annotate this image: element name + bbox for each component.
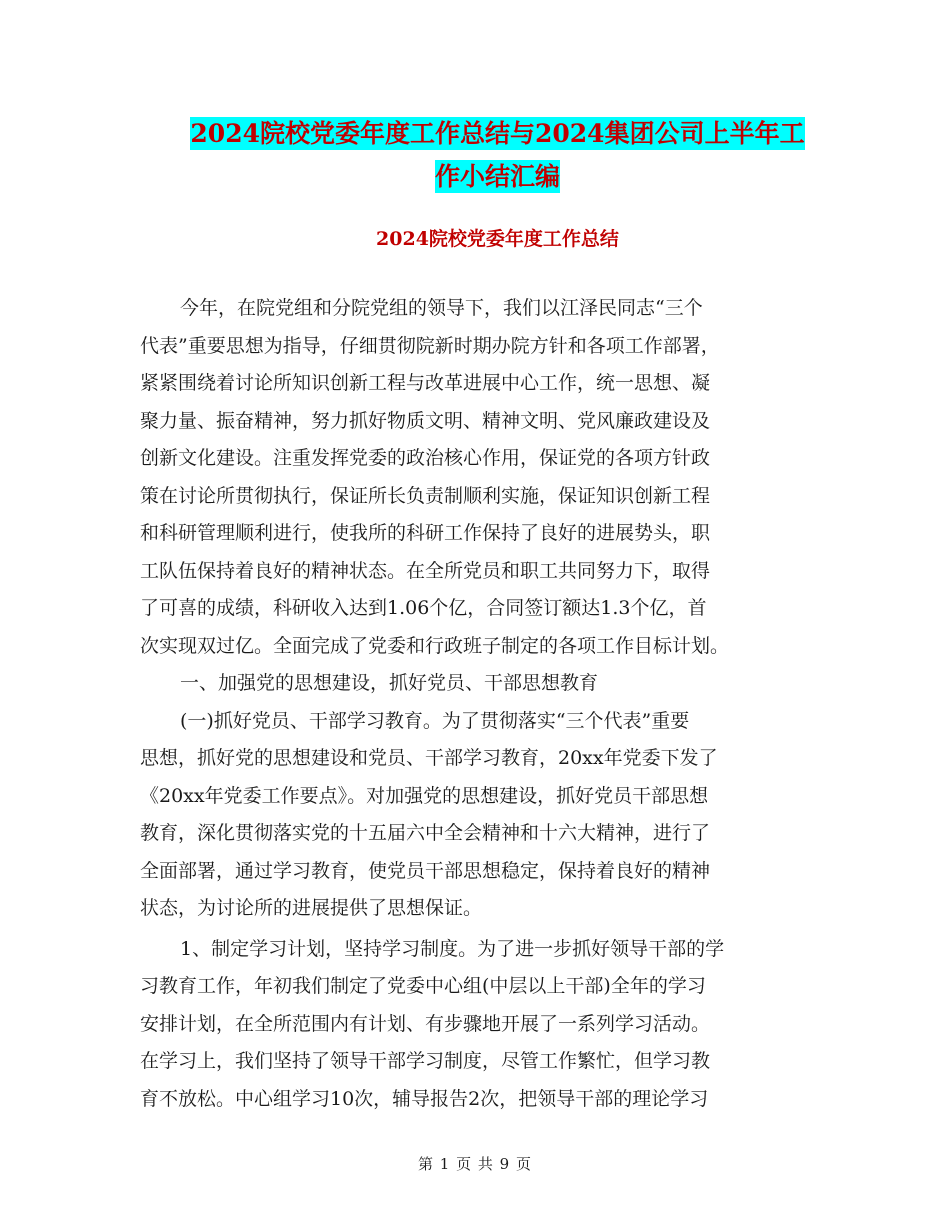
section-title: 2024院校党委年度工作总结 [376, 228, 619, 250]
paragraph-line: 安排计划，在全所范围内有计划、有步骤地开展了一系列学习活动。 [140, 1012, 711, 1035]
title-highlight: 2024院校党委年度工作总结与2024集团公司上半年工 [190, 119, 805, 148]
paragraph-line: 全面部署，通过学习教育，使党员干部思想稳定，保持着良好的精神 [140, 859, 711, 882]
paragraph-line: 今年，在院党组和分院党组的领导下，我们以江泽民同志“三个 [180, 297, 703, 319]
paragraph-line: 策在讨论所贯彻执行，保证所长负责制顺利实施，保证知识创新工程 [140, 484, 711, 507]
paragraph-line: 紧紧围绕着讨论所知识创新工程与改革进展中心工作，统一思想、凝 [140, 372, 711, 394]
paragraph-line: 《20xx年党委工作要点》。对加强党的思想建设，抓好党员干部思想 [140, 784, 709, 807]
title-highlight: 作小结汇编 [434, 162, 560, 191]
paragraph-line: 思想，抓好党的思想建设和党员、干部学习教育，20xx年党委下发了 [140, 747, 718, 769]
paragraph-line: 习教育工作，年初我们制定了党委中心组(中层以上干部)全年的学习 [140, 975, 706, 997]
paragraph-line: 在学习上，我们坚持了领导干部学习制度，尽管工作繁忙，但学习教 [140, 1050, 711, 1072]
paragraph-line: 代表”重要思想为指导，仔细贯彻院新时期办院方针和各项工作部署， [140, 334, 720, 357]
paragraph-line: 育不放松。中心组学习10次，辅导报告2次，把领导干部的理论学习 [140, 1087, 709, 1110]
document-body [140, 290, 820, 1118]
paragraph-line: 了可喜的成绩，科研收入达到1.06个亿，合同签订额达1.3个亿，首 [140, 597, 707, 619]
paragraph-line: 次实现双过亿。全面完成了党委和行政班子制定的各项工作目标计划。 [140, 634, 730, 657]
section-heading: 一、加强党的思想建设，抓好党员、干部思想教育 [180, 672, 599, 694]
document-title-line-1 [140, 114, 855, 150]
page-footer: 第 1 页 共 9 页 [418, 1155, 532, 1173]
paragraph-line: 和科研管理顺利进行，使我所的科研工作保持了良好的进展势头，职 [140, 522, 711, 544]
paragraph-line: 状态，为讨论所的进展提供了思想保证。 [140, 897, 483, 919]
paragraph-line: 1、制定学习计划，坚持学习制度。为了进一步抓好领导干部的学 [180, 937, 725, 960]
paragraph-line: 工队伍保持着良好的精神状态。在全所党员和职工共同努力下，取得 [140, 559, 711, 582]
paragraph-line: 教育，深化贯彻落实党的十五届六中全会精神和十六大精神，进行了 [140, 822, 711, 844]
paragraph-line: 聚力量、振奋精神，努力抓好物质文明、精神文明、党风廉政建设及 [140, 409, 711, 432]
paragraph-line: (一)抓好党员、干部学习教育。为了贯彻落实“三个代表”重要 [180, 709, 690, 732]
paragraph-line: 创新文化建设。注重发挥党委的政治核心作用，保证党的各项方针政 [140, 447, 711, 469]
document-title-line-2 [140, 157, 855, 193]
